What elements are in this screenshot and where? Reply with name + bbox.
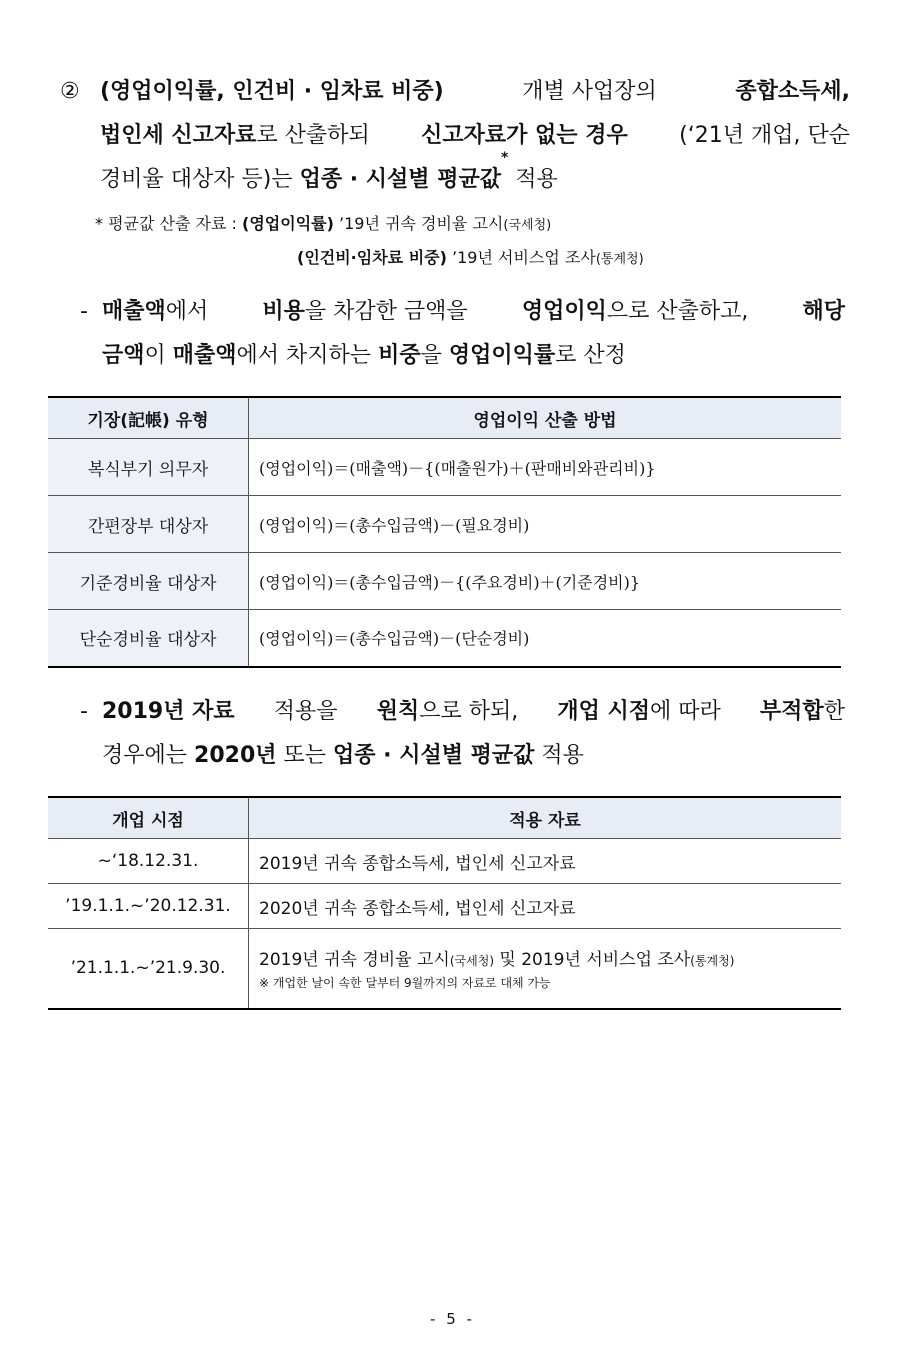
calculation-method: (영업이익)＝(총수입금액)－(단순경비) <box>249 610 842 667</box>
column-header: 적용 자료 <box>249 797 842 839</box>
column-header: 개업 시점 <box>48 797 249 839</box>
calculation-method: (영업이익)＝(총수입금액)－{(주요경비)＋(기준경비)} <box>249 553 842 610</box>
table-row <box>48 884 841 929</box>
section-2-heading: (영업이익률, 인건비 · 임차료 비중) <box>100 79 444 104</box>
operating-profit-method-table <box>48 396 841 668</box>
applied-source: 2020년 귀속 종합소득세, 법인세 신고자료 <box>249 884 842 929</box>
opening-period: ~‘18.12.31. <box>48 839 249 884</box>
replacement-note: ※ 개업한 날이 속한 달부터 9월까지의 자료로 대체 가능 <box>259 976 551 991</box>
bookkeeping-type: 단순경비율 대상자 <box>48 610 249 667</box>
section-2-line-3: 경비율 대상자 등)는 업종 · 시설별 평균값 * 적용 <box>100 150 558 192</box>
table-header-row <box>48 797 841 839</box>
applied-source: 2019년 귀속 경비율 고시(국세청) 및 2019년 서비스업 조사(통계청) ※ 개업한 날이 속한 달부터 9월까지의 자료로 대체 가능 <box>249 929 842 1009</box>
data-application-paragraph: - 2019년 자료 적용을 원칙으로 하되, 개업 시점에 따라 부적합한 경우에는 2020년 또는 업종 · 시설별 평균값 적용 <box>80 699 845 768</box>
table-row <box>48 610 841 667</box>
bookkeeping-type: 간편장부 대상자 <box>48 496 249 553</box>
operating-profit-paragraph: - 매출액에서 비용을 차감한 금액을 영업이익으로 산출하고, 해당 금액 이 매출액 에서 차지하는 비중 을 영업이익률 로 산정 <box>80 299 845 368</box>
column-header: 영업이익 산출 방법 <box>249 397 842 439</box>
calculation-method: (영업이익)＝(총수입금액)－(필요경비) <box>249 496 842 553</box>
bookkeeping-type: 기준경비율 대상자 <box>48 553 249 610</box>
table-row <box>48 839 841 884</box>
table-row <box>48 929 841 1009</box>
page-number: - 5 - <box>430 1310 475 1328</box>
applied-data-table <box>48 796 841 1010</box>
applied-source: 2019년 귀속 종합소득세, 법인세 신고자료 <box>249 839 842 884</box>
table-row <box>48 439 841 496</box>
column-header: 기장(記帳) 유형 <box>48 397 249 439</box>
circled-number: ② <box>60 79 80 104</box>
section-2-line-1: ② (영업이익률, 인건비 · 임차료 비중) 개별 사업장의 종합소득세, <box>60 70 850 114</box>
table-row <box>48 496 841 553</box>
section-2-paragraph <box>60 70 850 202</box>
opening-period: ’21.1.1.~’21.9.30. <box>48 929 249 1009</box>
average-source-note: * 평균값 산출 자료 : (영업이익률) ’19년 귀속 경비율 고시(국세청) (인건비·임차료 비중) ’19년 서비스업 조사(통계청) <box>95 214 644 267</box>
section-2-line-2: 법인세 신고자료로 산출하되 신고자료가 없는 경우 (‘21년 개업, 단순 <box>100 123 850 148</box>
opening-period: ’19.1.1.~’20.12.31. <box>48 884 249 929</box>
calculation-method: (영업이익)＝(매출액)－{(매출원가)＋(판매비와관리비)} <box>249 439 842 496</box>
table-row <box>48 553 841 610</box>
table-header-row <box>48 397 841 439</box>
bookkeeping-type: 복식부기 의무자 <box>48 439 249 496</box>
